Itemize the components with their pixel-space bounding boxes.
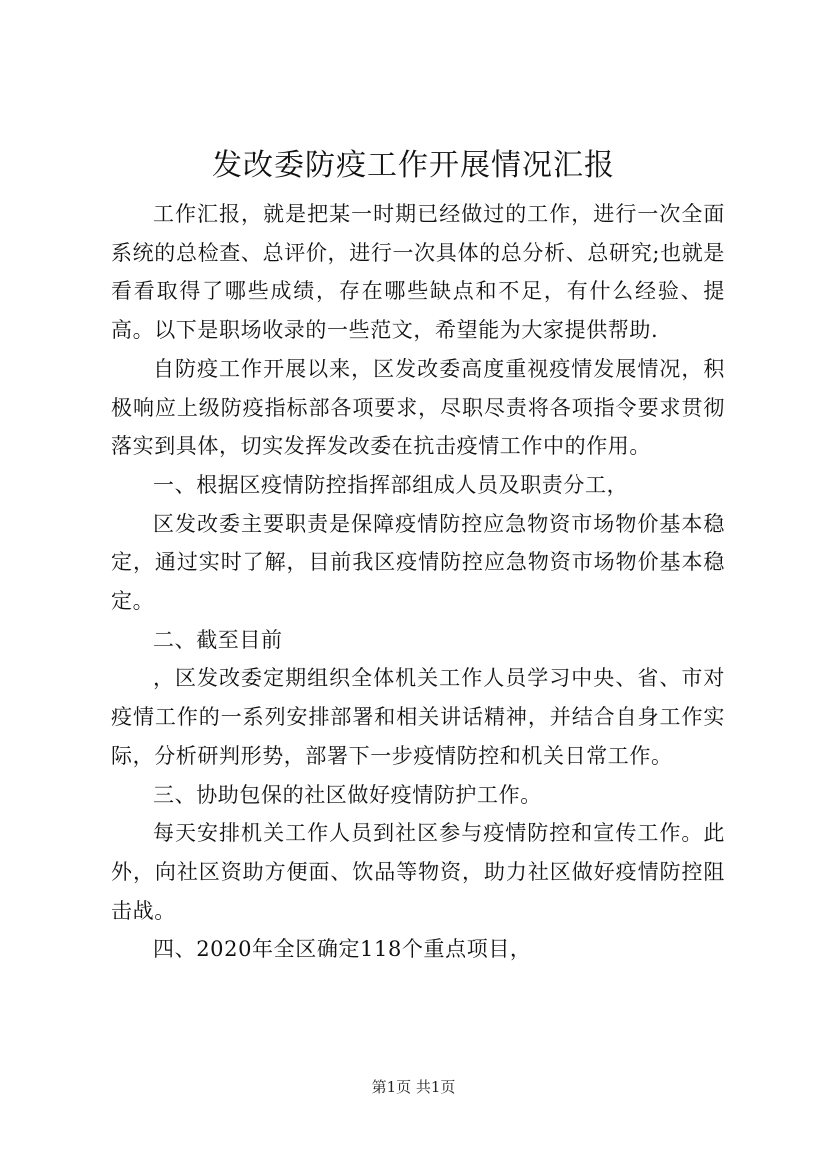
page-footer: 第1页 共1页 — [371, 1078, 456, 1096]
paragraph-section-1-body: 区发改委主要职责是保障疫情防控应急物资市场物价基本稳定，通过实时了解，目前我区疫情防控应急物资市场物价基本稳定。 — [111, 511, 725, 614]
paragraph-section-3-body: 每天安排机关工作人员到社区参与疫情防控和宣传工作。此外，向社区资助方便面、饮品等物资，助力社区做好疫情防控阻击战。 — [111, 821, 725, 923]
paragraph-section-2-heading: 二、截至目前 — [153, 627, 283, 652]
paragraph-section-2-body: ，区发改委定期组织全体机关工作人员学习中央、省、市对疫情工作的一系列安排部署和相关讲话精神，并结合自身工作实际，分析研判形势，部署下一步疫情防控和机关日常工作。 — [111, 666, 725, 768]
paragraph-overview: 自防疫工作开展以来，区发改委高度重视疫情发展情况，积极响应上级防疫指标部各项要求，尽职尽责将各项指令要求贯彻落实到具体，切实发挥发改委在抗击疫情工作中的作用。 — [111, 356, 725, 459]
document-title: 发改委防疫工作开展情况汇报 — [212, 148, 615, 183]
paragraph-section-4-heading: 四、2020年全区确定118个重点项目， — [153, 937, 532, 962]
paragraph-intro: 工作汇报，就是把某一时期已经做过的工作，进行一次全面系统的总检查、总评价，进行一次具体的总分析、总研究;也就是看看取得了哪些成绩，存在哪些缺点和不足，有什么经验、提高。以下是职场收录的一些范文，希望能为大家提供帮助. — [111, 202, 725, 343]
paragraph-section-1-heading: 一、根据区疫情防控指挥部组成人员及职责分工， — [153, 472, 629, 497]
paragraph-section-3-heading: 三、协助包保的社区做好疫情防护工作。 — [153, 782, 542, 807]
document-body — [111, 195, 725, 969]
